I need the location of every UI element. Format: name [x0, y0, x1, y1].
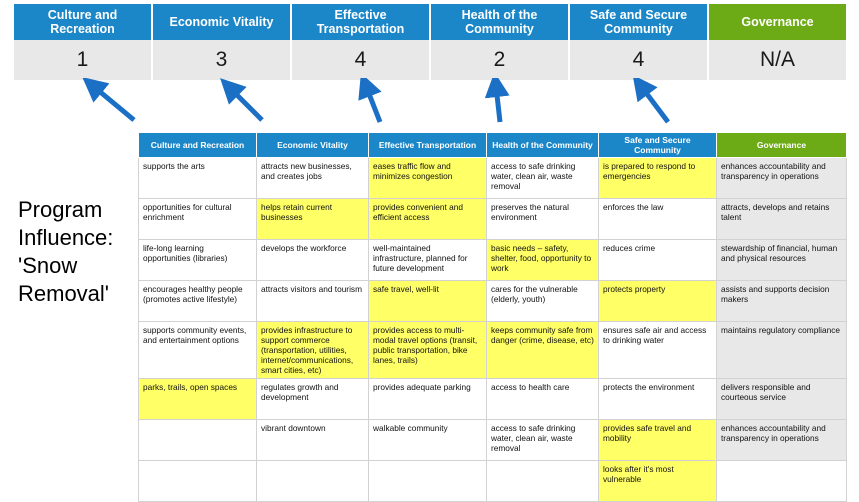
matrix-cell: supports the arts — [139, 158, 257, 199]
matrix-cell: maintains regulatory compliance — [717, 322, 847, 379]
matrix-cell — [717, 461, 847, 502]
pillar-header-culture-and-recreation: Culture and Recreation — [14, 4, 153, 40]
pillar-header-effective-transportation: Effective Transportation — [292, 4, 431, 40]
matrix-cell — [257, 461, 369, 502]
matrix-cell: supports community events, and entertainment options — [139, 322, 257, 379]
matrix-row — [139, 420, 847, 461]
matrix-cell: provides convenient and efficient access — [369, 199, 487, 240]
matrix-cell: ensures safe air and access to drinking water — [599, 322, 717, 379]
matrix-cell: protects the environment — [599, 379, 717, 420]
influence-arrow-2 — [230, 88, 262, 120]
matrix-cell: access to health care — [487, 379, 599, 420]
matrix-cell — [139, 420, 257, 461]
matrix-cell: vibrant downtown — [257, 420, 369, 461]
matrix-cell: develops the workforce — [257, 240, 369, 281]
matrix-cell: encourages healthy people (promotes active lifestyle) — [139, 281, 257, 322]
pillar-header-safe-and-secure-community: Safe and Secure Community — [570, 4, 709, 40]
pillar-header-governance: Governance — [709, 4, 846, 40]
matrix-cell: provides infrastructure to support commerce (transportation, utilities, internet/communications, smart cities, etc) — [257, 322, 369, 379]
program-influence-caption: Program Influence: 'Snow Removal' — [18, 197, 114, 306]
matrix-cell — [139, 461, 257, 502]
influence-arrow-3 — [366, 86, 380, 122]
influence-arrow-5 — [641, 86, 668, 122]
matrix-cell: walkable community — [369, 420, 487, 461]
matrix-cell: delivers responsible and courteous service — [717, 379, 847, 420]
matrix-cell: enhances accountability and transparency in operations — [717, 158, 847, 199]
score-governance: N/A — [759, 48, 795, 71]
matrix-row — [139, 379, 847, 420]
matrix-cell: safe travel, well-lit — [369, 281, 487, 322]
matrix-cell: opportunities for cultural enrichment — [139, 199, 257, 240]
matrix-cell — [369, 461, 487, 502]
matrix-cell: looks after it's most vulnerable — [599, 461, 717, 502]
community-outcomes-matrix — [138, 132, 847, 502]
matrix-cell: provides adequate parking — [369, 379, 487, 420]
matrix-header-health-of-the-community: Health of the Community — [487, 133, 599, 158]
matrix-cell: access to safe drinking water, clean air, waste removal — [487, 420, 599, 461]
matrix-cell: protects property — [599, 281, 717, 322]
pillar-header-economic-vitality: Economic Vitality — [153, 4, 292, 40]
matrix-cell: cares for the vulnerable (elderly, youth) — [487, 281, 599, 322]
score-health-of-the-community: 2 — [431, 40, 570, 80]
matrix-cell: eases traffic flow and minimizes congestion — [369, 158, 487, 199]
matrix-cell: keeps community safe from danger (crime, disease, etc) — [487, 322, 599, 379]
matrix-row — [139, 461, 847, 502]
matrix-cell: regulates growth and development — [257, 379, 369, 420]
score-effective-transportation: 4 — [292, 40, 431, 80]
matrix-header-effective-transportation: Effective Transportation — [369, 133, 487, 158]
matrix-cell: preserves the natural environment — [487, 199, 599, 240]
matrix-header-governance: Governance — [717, 133, 847, 158]
matrix-cell: provides access to multi-modal travel options (transit, public transportation, bike lanes, trails) — [369, 322, 487, 379]
strategic-pillars-header — [14, 4, 846, 40]
matrix-cell: is prepared to respond to emergencies — [599, 158, 717, 199]
matrix-cell: enhances accountability and transparency in operations — [717, 420, 847, 461]
matrix-header-economic-vitality: Economic Vitality — [257, 133, 369, 158]
score-culture-and-recreation: 1 — [14, 40, 153, 80]
score-economic-vitality: 3 — [153, 40, 292, 80]
matrix-cell: provides safe travel and mobility — [599, 420, 717, 461]
matrix-cell: reduces crime — [599, 240, 717, 281]
pillar-score-row — [14, 40, 846, 80]
matrix-cell: assists and supports decision makers — [717, 281, 847, 322]
matrix-cell: stewardship of financial, human and physical resources — [717, 240, 847, 281]
matrix-cell: well-maintained infrastructure, planned for future development — [369, 240, 487, 281]
matrix-cell: basic needs – safety, shelter, food, opportunity to work — [487, 240, 599, 281]
matrix-cell: attracts new businesses, and creates jobs — [257, 158, 369, 199]
pillar-header-health-of-the-community: Health of the Community — [431, 4, 570, 40]
influence-arrows-group — [0, 78, 859, 134]
influence-arrow-1 — [93, 86, 134, 120]
matrix-cell: attracts, develops and retains talent — [717, 199, 847, 240]
matrix-row — [139, 281, 847, 322]
matrix-header-culture-and-recreation: Culture and Recreation — [139, 133, 257, 158]
matrix-row — [139, 158, 847, 199]
matrix-cell: helps retain current businesses — [257, 199, 369, 240]
matrix-header-safe-and-secure-community: Safe and Secure Community — [599, 133, 717, 158]
matrix-row — [139, 199, 847, 240]
matrix-row — [139, 240, 847, 281]
matrix-header-row — [139, 133, 847, 158]
score-safe-and-secure-community: 4 — [570, 40, 709, 80]
matrix-cell: attracts visitors and tourism — [257, 281, 369, 322]
matrix-cell: enforces the law — [599, 199, 717, 240]
matrix-cell: life-long learning opportunities (libraries) — [139, 240, 257, 281]
influence-arrow-4 — [496, 86, 500, 122]
matrix-cell: access to safe drinking water, clean air, waste removal — [487, 158, 599, 199]
matrix-cell: parks, trails, open spaces — [139, 379, 257, 420]
matrix-cell — [487, 461, 599, 502]
matrix-row — [139, 322, 847, 379]
